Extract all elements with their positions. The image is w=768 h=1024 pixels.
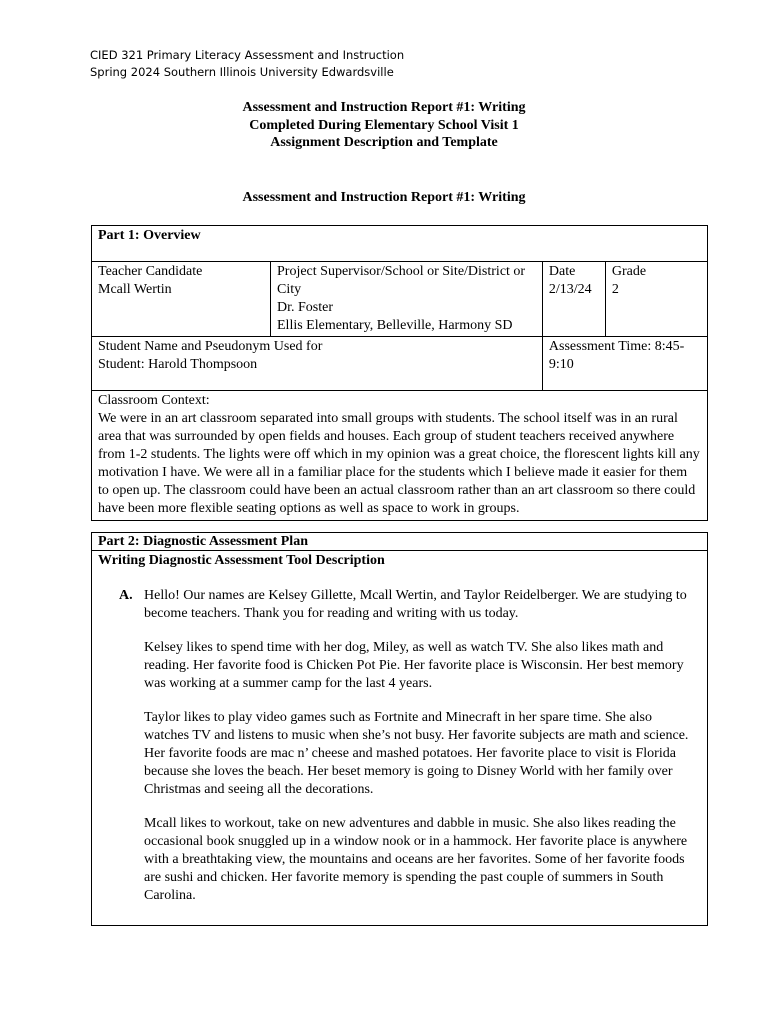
report-title-block <box>0 99 768 152</box>
context-text: We were in an art classroom separated into small groups with students. The school itself was in an rural area that was surrounded by open fields and houses. Each group of student teachers received anywhere from 1-2 students. The lights were off which in my opinion was a great choice, the florescent lights kill any motivation I have. We were all in a familiar place for the students which I believe made it easier for them to open up. The classroom could have been an actual classroom rather than an art classroom so there could have been more flexible seating options as well as space to work in groups. <box>98 411 700 516</box>
list-marker: A. <box>119 588 133 603</box>
assessment-time-cell <box>542 337 707 391</box>
part2-heading: Part 2: Diagnostic Assessment Plan <box>92 533 707 551</box>
section-title: Assessment and Instruction Report #1: Writing <box>242 190 526 205</box>
context-label: Classroom Context: <box>98 393 210 408</box>
assessment-time: Assessment Time: 8:45-9:10 <box>548 339 685 372</box>
teacher-label: Teacher Candidate <box>98 264 203 279</box>
course-title: CIED 321 Primary Literacy Assessment and Instruction <box>90 48 405 62</box>
student-cell <box>92 337 543 391</box>
taylor-paragraph: Taylor likes to play video games such as Fortnite and Minecraft in her spare time. She also watches TV and listens to music when she’s not busy. Her favorite subjects are math and science. Her favorite foods are mac n’ cheese and mashed potatoes. Her favorite place to visit is Florida because she loves the beach. Her beset memory is going to Disney World with her family over Christmas and seeing all the decorations. <box>144 710 689 797</box>
context-cell <box>92 391 708 521</box>
part1-heading: Part 1: Overview <box>92 226 708 262</box>
teacher-cell <box>92 262 271 337</box>
teacher-name: Mcall Wertin <box>98 282 172 297</box>
student-value: Student: Harold Thompsoon <box>98 357 258 372</box>
introduction-list <box>119 587 699 921</box>
report-description: Assignment Description and Template <box>270 135 498 150</box>
school-name: Ellis Elementary, Belleville, Harmony SD <box>277 318 513 333</box>
student-label: Student Name and Pseudonym Used for <box>98 339 323 354</box>
grade-value: 2 <box>611 282 619 297</box>
kelsey-paragraph: Kelsey likes to spend time with her dog, Miley, as well as watch TV. She also likes math and reading. Her favorite food is Chicken Pot Pie. Her favorite place is Wisconsin. Her best memory was working at a summer camp for the last 4 years. <box>144 640 684 691</box>
list-item-body <box>144 587 699 905</box>
supervisor-cell <box>271 262 543 337</box>
supervisor-label: Project Supervisor/School or Site/District or City <box>277 264 526 297</box>
date-value: 2/13/24 <box>548 282 592 297</box>
mcall-paragraph: Mcall likes to workout, take on new adventures and dabble in music. She also likes reading the occasional book snuggled up in a window nook or in a hammock. Her favorite place is anywhere with a breathtaking view, the mountains and oceans are her favorites. Some of her favorite foods are sushi and chicken. Her favorite memory is spending the past couple of summers in South Carolina. <box>144 816 688 903</box>
report-subtitle: Completed During Elementary School Visit 1 <box>249 117 519 133</box>
tool-description-heading: Writing Diagnostic Assessment Tool Description <box>98 553 385 568</box>
report-title: Assessment and Instruction Report #1: Writing <box>242 100 526 115</box>
diagnostic-plan-box <box>91 532 708 926</box>
intro-paragraph: Hello! Our names are Kelsey Gillette, Mcall Wertin, and Taylor Reidelberger. We are studying to become teachers. Thank you for reading and writing with us today. <box>144 588 687 621</box>
date-label: Date <box>548 264 576 279</box>
document-header <box>90 47 404 81</box>
supervisor-name: Dr. Foster <box>277 300 333 315</box>
date-cell <box>542 262 605 337</box>
term-line: Spring 2024 Southern Illinois University Edwardsville <box>90 65 394 79</box>
grade-cell <box>605 262 707 337</box>
grade-label: Grade <box>611 264 647 279</box>
overview-table <box>91 225 708 521</box>
